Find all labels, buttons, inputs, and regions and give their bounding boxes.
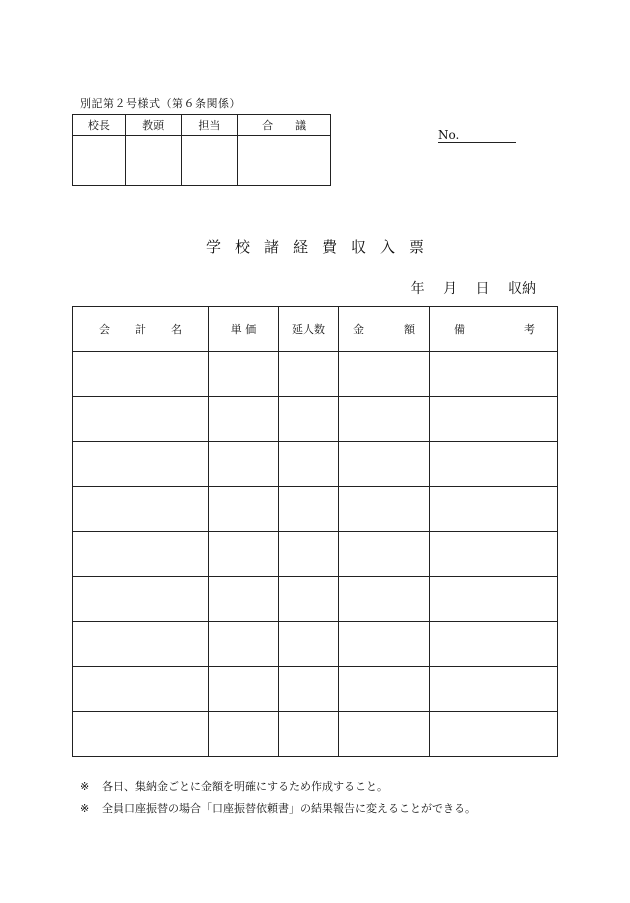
table-row: [73, 397, 558, 442]
cell-person-count[interactable]: [279, 622, 339, 667]
cell-amount[interactable]: [339, 442, 430, 487]
header-remarks: 備 考: [430, 307, 558, 352]
cell-account-name[interactable]: [73, 622, 209, 667]
cell-amount[interactable]: [339, 712, 430, 757]
table-row: [73, 667, 558, 712]
cell-account-name[interactable]: [73, 442, 209, 487]
cell-amount[interactable]: [339, 397, 430, 442]
approval-stamp-cell[interactable]: [238, 136, 331, 186]
table-header-row: [73, 307, 558, 352]
cell-unit-price[interactable]: [209, 487, 279, 532]
cell-amount[interactable]: [339, 622, 430, 667]
cell-account-name[interactable]: [73, 577, 209, 622]
cell-amount[interactable]: [339, 577, 430, 622]
cell-remarks[interactable]: [430, 712, 558, 757]
cell-unit-price[interactable]: [209, 577, 279, 622]
cell-account-name[interactable]: [73, 532, 209, 577]
cell-person-count[interactable]: [279, 487, 339, 532]
cell-unit-price[interactable]: [209, 622, 279, 667]
table-row: [73, 532, 558, 577]
approval-stamp-cell[interactable]: [73, 136, 126, 186]
cell-person-count[interactable]: [279, 397, 339, 442]
income-table: [72, 306, 558, 757]
header-amount: 金 額: [339, 307, 430, 352]
cell-amount[interactable]: [339, 667, 430, 712]
cell-remarks[interactable]: [430, 397, 558, 442]
cell-account-name[interactable]: [73, 487, 209, 532]
cell-person-count[interactable]: [279, 712, 339, 757]
approval-header-vice-principal: 教頭: [125, 115, 181, 136]
approval-stamp-table: [72, 114, 331, 186]
number-field[interactable]: [438, 128, 516, 143]
form-reference: 別記第２号様式（第６条関係）: [80, 97, 241, 110]
approval-header-principal: 校長: [73, 115, 126, 136]
approval-header-staff: 担当: [181, 115, 238, 136]
table-row: [73, 712, 558, 757]
cell-remarks[interactable]: [430, 532, 558, 577]
cell-person-count[interactable]: [279, 352, 339, 397]
cell-unit-price[interactable]: [209, 532, 279, 577]
header-person-count: 延人数: [279, 307, 339, 352]
cell-amount[interactable]: [339, 532, 430, 577]
cell-account-name[interactable]: [73, 667, 209, 712]
cell-remarks[interactable]: [430, 352, 558, 397]
cell-unit-price[interactable]: [209, 442, 279, 487]
table-row: [73, 487, 558, 532]
cell-unit-price[interactable]: [209, 352, 279, 397]
cell-person-count[interactable]: [279, 667, 339, 712]
cell-remarks[interactable]: [430, 442, 558, 487]
cell-account-name[interactable]: [73, 352, 209, 397]
cell-account-name[interactable]: [73, 397, 209, 442]
cell-person-count[interactable]: [279, 532, 339, 577]
table-row: [73, 577, 558, 622]
cell-remarks[interactable]: [430, 487, 558, 532]
cell-remarks[interactable]: [430, 667, 558, 712]
cell-remarks[interactable]: [430, 577, 558, 622]
cell-unit-price[interactable]: [209, 397, 279, 442]
note-item: ※ 全員口座振替の場合「口座振替依頼書」の結果報告に変えることができる。: [80, 802, 476, 815]
approval-stamp-cell[interactable]: [181, 136, 238, 186]
cell-person-count[interactable]: [279, 577, 339, 622]
table-row: [73, 622, 558, 667]
cell-person-count[interactable]: [279, 442, 339, 487]
header-account-name: 会 計 名: [73, 307, 209, 352]
page-title: 学校諸経費収入票: [205, 238, 438, 256]
cell-amount[interactable]: [339, 352, 430, 397]
receipt-date-line[interactable]: 年 月 日 収納: [410, 281, 536, 297]
cell-amount[interactable]: [339, 487, 430, 532]
cell-unit-price[interactable]: [209, 667, 279, 712]
approval-header-consultation: 合 議: [238, 115, 331, 136]
note-item: ※ 各日、集納金ごとに金額を明確にするため作成すること。: [80, 780, 388, 793]
approval-stamp-cell[interactable]: [125, 136, 181, 186]
cell-unit-price[interactable]: [209, 712, 279, 757]
number-label: No.: [438, 128, 460, 142]
notes: [80, 776, 476, 820]
header-unit-price: 単 価: [209, 307, 279, 352]
table-row: [73, 352, 558, 397]
table-row: [73, 442, 558, 487]
cell-account-name[interactable]: [73, 712, 209, 757]
cell-remarks[interactable]: [430, 622, 558, 667]
